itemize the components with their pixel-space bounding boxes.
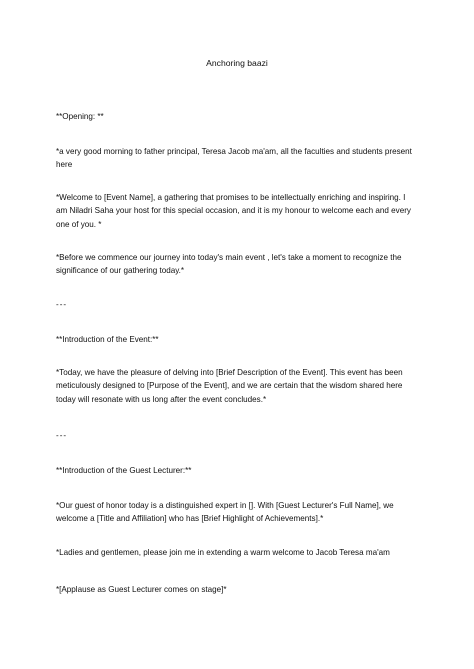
section-divider: --- [56, 431, 68, 440]
welcome-paragraph: *Welcome to [Event Name], a gathering that promises to be intellectually enriching and inspiring. I am Niladri Saha your host for this special occasion, and it is my honour to welcome each and every one of you. * [56, 193, 414, 229]
welcome-guest-paragraph: *Ladies and gentlemen, please join me in extending a warm welcome to Jacob Teresa ma'am [56, 548, 390, 557]
opening-greeting-paragraph: *a very good morning to father principal, Teresa Jacob ma'am, all the faculties and students present here [56, 147, 415, 170]
commence-paragraph: *Before we commence our journey into today's main event , let's take a moment to recognize the significance of our gathering today.* [56, 253, 404, 276]
guest-intro-paragraph: *Our guest of honor today is a distinguished expert in []. With [Guest Lecturer's Full Name], we welcome a [Title and Affiliation] who has [Brief Highlight of Achievements].* [56, 501, 396, 524]
opening-heading: **Opening: ** [56, 112, 104, 121]
section-divider: --- [56, 300, 68, 309]
guest-intro-heading: **Introduction of the Guest Lecturer:** [56, 466, 192, 475]
applause-note: *[Applause as Guest Lecturer comes on stage]* [56, 585, 227, 594]
event-intro-heading: **Introduction of the Event:** [56, 335, 159, 344]
document-title: Anchoring baazi [206, 58, 268, 68]
event-intro-paragraph: *Today, we have the pleasure of delving into [Brief Description of the Event]. This event has been meticulously designed to [Purpose of the Event], and we are certain that the wisdom shared here today will resonate with us long after the event concludes.* [56, 368, 405, 404]
